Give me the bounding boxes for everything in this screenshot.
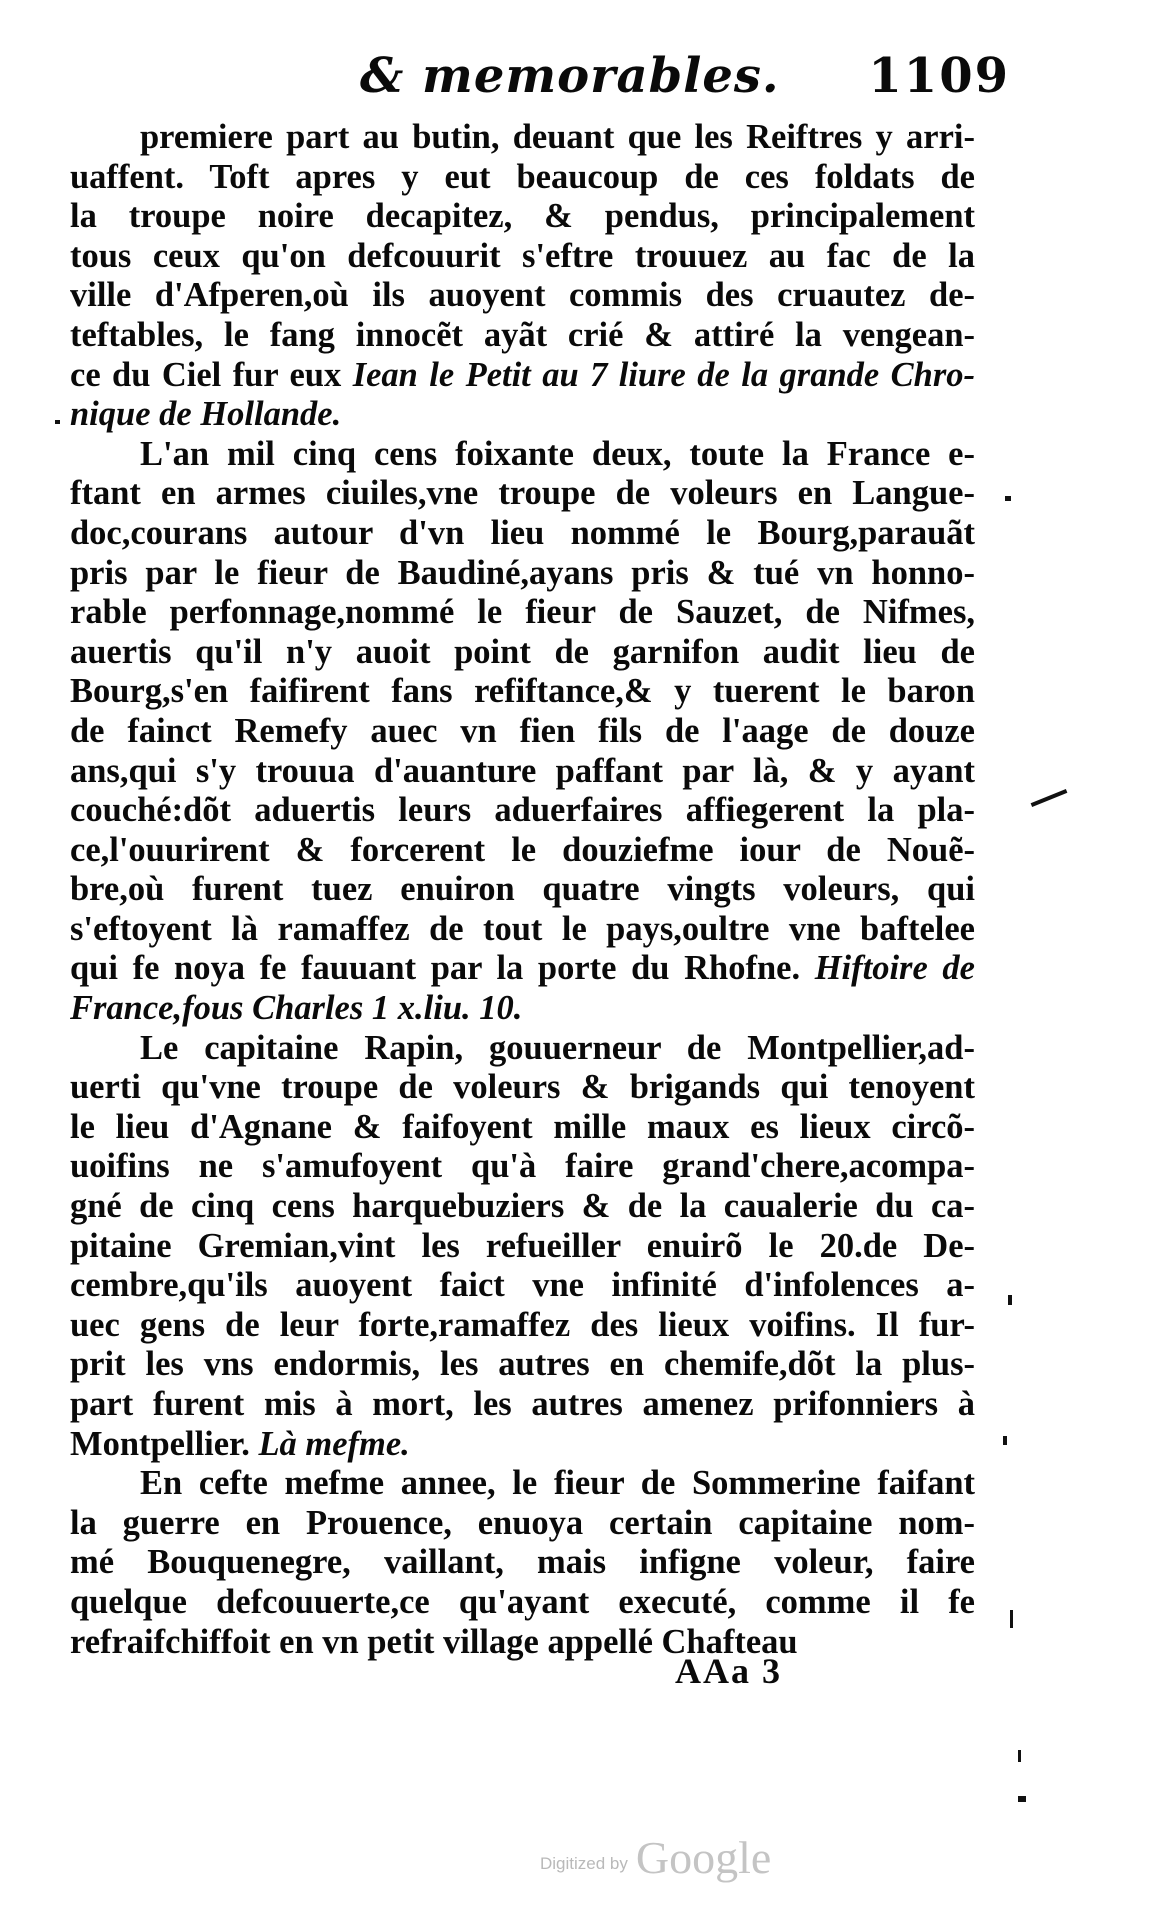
text-line (70, 1425, 975, 1465)
line-text: pris par le fieur de Baudiné,ayans pris & tué vn honno- (70, 553, 975, 592)
line-text: teftables, le fang innocẽt ayãt crié & attiré la vengean- (70, 315, 975, 354)
text-line (70, 118, 975, 158)
text-line (70, 1345, 975, 1385)
text-line (70, 1464, 975, 1504)
text-line (70, 989, 975, 1029)
text-line (70, 276, 975, 316)
text-line (70, 910, 975, 950)
page-header (360, 48, 1010, 118)
line-text: de fainct Remefy auec vn fien fils de l'aage de douze (70, 711, 975, 750)
line-text: ce,l'ouurirent & forcerent le douziefme iour de Nouẽ- (70, 830, 975, 869)
text-line (70, 831, 975, 871)
ink-speck (1018, 1750, 1021, 1762)
line-text: gné de cinq cens harquebuziers & de la caualerie du ca- (70, 1187, 975, 1226)
text-line (70, 1504, 975, 1544)
line-text: bre,où furent tuez enuiron quatre vingts voleurs, qui (70, 870, 975, 909)
citation-italic: France,fous Charles 1 x.liu. 10. (70, 989, 523, 1028)
text-line (70, 435, 975, 475)
text-line (70, 554, 975, 594)
line-text: quelque defcouuerte,ce qu'ayant executé, comme il fe (70, 1582, 975, 1621)
ink-speck (1008, 1295, 1012, 1305)
line-text: uerti qu'vne troupe de voleurs & brigands qui tenoyent (70, 1068, 975, 1107)
digitized-by-label: Digitized by (540, 1854, 628, 1873)
citation-italic: Iean le Petit au 7 liure de la grande Chro- (352, 355, 975, 394)
line-text: qui fe noya fe fauuant par la porte du Rhofne. (70, 949, 815, 988)
ink-speck (55, 420, 60, 424)
text-line (70, 1583, 975, 1623)
line-text: premiere part au butin, deuant que les Reiftres y arri- (140, 118, 975, 156)
text-line (70, 1068, 975, 1108)
text-line (70, 633, 975, 673)
line-text: ville d'Afperen,où ils auoyent commis des cruautez de- (70, 276, 975, 315)
paragraph (70, 435, 975, 1029)
line-text: couché:dõt aduertis leurs aduerfaires affiegerent la pla- (70, 791, 975, 830)
running-title: & memorables. (360, 48, 780, 104)
ink-speck (1003, 1436, 1007, 1445)
line-text: mé Bouquenegre, vaillant, mais infigne voleur, faire (70, 1543, 975, 1582)
line-text: En cefte mefme annee, le fieur de Sommerine faifant (140, 1464, 975, 1503)
line-text: ftant en armes ciuiles,vne troupe de voleurs en Langue- (70, 474, 975, 513)
page-number: 1109 (868, 48, 1010, 104)
line-text: ans,qui s'y trouua d'auanture paffant par là, & y ayant (70, 751, 975, 790)
line-text: refraifchiffoit en vn petit village appellé Chafteau (70, 1622, 798, 1661)
text-line (70, 593, 975, 633)
text-line (70, 1187, 975, 1227)
line-text: rable perfonnage,nommé le fieur de Sauzet, de Nifmes, (70, 593, 975, 632)
line-text: part furent mis à mort, les autres amenez prifonniers à (70, 1385, 975, 1423)
ink-speck (1005, 496, 1011, 501)
text-line (70, 672, 975, 712)
text-line (70, 1623, 975, 1663)
line-text: la guerre en Prouence, enuoya certain capitaine nom- (70, 1503, 975, 1542)
line-text: Le capitaine Rapin, gouuerneur de Montpellier,ad- (140, 1028, 975, 1067)
text-line (70, 712, 975, 752)
line-text: auertis qu'il n'y auoit point de garnifon audit lieu de (70, 632, 975, 671)
signature-mark: AAa 3 (675, 1651, 782, 1691)
line-text: doc,courans autour d'vn lieu nommé le Bourg,parauãt (70, 513, 975, 552)
text-line (70, 791, 975, 831)
line-text: uec gens de leur forte,ramaffez des lieux voifins. Il fur- (70, 1305, 975, 1344)
text-line (70, 1227, 975, 1267)
text-line (70, 1266, 975, 1306)
text-line (70, 1108, 975, 1148)
text-line (70, 870, 975, 910)
text-line (70, 1147, 975, 1187)
citation-italic: Hiftoire de (814, 949, 975, 988)
text-line (70, 1029, 975, 1069)
text-line (70, 752, 975, 792)
text-line (70, 1306, 975, 1346)
digitized-by-watermark (540, 1824, 840, 1884)
text-line (70, 514, 975, 554)
line-text: Bourg,s'en faifirent fans refiftance,& y tuerent le baron (70, 672, 975, 711)
paragraph (70, 118, 975, 435)
body-text (70, 118, 975, 1662)
line-text: prit les vns endormis, les autres en chemife,dõt la plus- (70, 1345, 975, 1384)
paragraph (70, 1029, 975, 1465)
paragraph (70, 1464, 975, 1662)
line-text: ce du Ciel fur eux (70, 355, 353, 394)
line-text: cembre,qu'ils auoyent faict vne infinité d'infolences a- (70, 1266, 975, 1305)
line-text: s'eftoyent là ramaffez de tout le pays,oultre vne baftelee (70, 909, 975, 948)
text-line (70, 158, 975, 198)
ink-stroke (1031, 789, 1068, 807)
text-line (70, 474, 975, 514)
text-line (70, 395, 975, 435)
line-text: L'an mil cinq cens foixante deux, toute la France e- (140, 434, 975, 473)
line-text: uoifins ne s'amufoyent qu'à faire grand'chere,acompa- (70, 1147, 975, 1186)
line-text: uaffent. Toft apres y eut beaucoup de ces foldats de (70, 157, 975, 196)
line-text: tous ceux qu'on defcouurit s'eftre trouuez au fac de la (70, 236, 975, 275)
line-text: pitaine Gremian,vint les refueiller enuirõ le 20.de De- (70, 1226, 975, 1265)
ink-speck (1018, 1796, 1026, 1802)
citation-italic: nique de Hollande. (70, 395, 342, 434)
citation-italic: Là mefme. (258, 1424, 410, 1463)
line-text: le lieu d'Agnane & faifoyent mille maux es lieux circõ- (70, 1107, 975, 1146)
ink-speck (1010, 1610, 1013, 1628)
text-line (70, 1385, 975, 1425)
text-line (70, 1543, 975, 1583)
line-text: Montpellier. (70, 1424, 259, 1463)
text-line (70, 316, 975, 356)
text-line (70, 197, 975, 237)
text-line (70, 237, 975, 277)
line-text: la troupe noire decapitez, & pendus, principalement (70, 197, 975, 236)
google-logo: Google (635, 1832, 772, 1883)
text-line (70, 949, 975, 989)
text-line (70, 356, 975, 396)
